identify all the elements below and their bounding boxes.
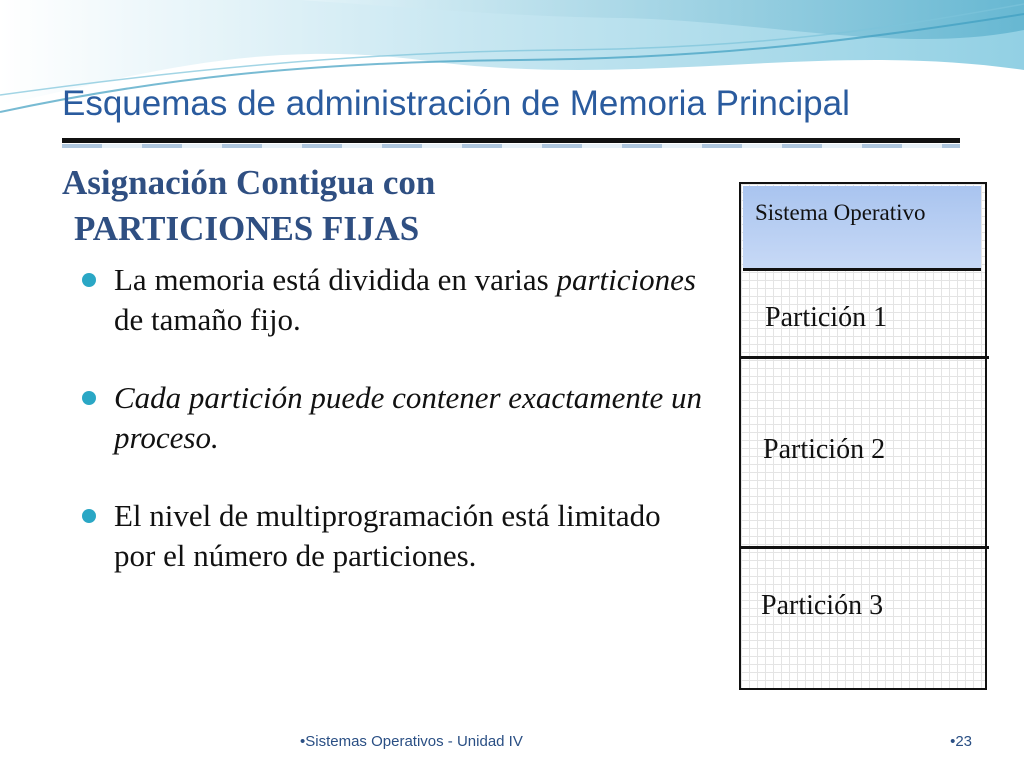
partition-3-label: Partición 3 (761, 590, 884, 621)
bullet-list (82, 260, 702, 614)
bullet-emphasis: particiones (556, 262, 696, 297)
slide-title: Esquemas de administración de Memoria Principal (62, 84, 850, 123)
slide-subtitle (62, 160, 435, 252)
bullet-dot-icon (82, 509, 96, 523)
title-underline-pattern (62, 144, 960, 148)
title-underline (62, 138, 960, 143)
subtitle-line-2: PARTICIONES FIJAS (74, 209, 420, 248)
bullet-item (82, 378, 702, 458)
bullet-item (82, 260, 702, 340)
os-region (743, 186, 981, 271)
slide-number: •23 (950, 733, 972, 750)
bullet-text: La memoria está dividida en varias (114, 262, 557, 297)
bullet-item (82, 496, 702, 576)
footer-course: •Sistemas Operativos - Unidad IV (300, 733, 523, 750)
memory-partition-diagram (739, 182, 987, 690)
partition-1-label: Partición 1 (765, 302, 888, 333)
bullet-dot-icon (82, 273, 96, 287)
partition-divider (739, 356, 989, 359)
bullet-text: El nivel de multiprogramación está limitado por el número de particiones. (114, 498, 661, 573)
os-label: Sistema Operativo (755, 200, 926, 225)
partition-divider (739, 546, 989, 549)
bullet-emphasis: Cada partición puede contener exactamente un proceso. (114, 380, 702, 455)
partition-2-label: Partición 2 (763, 434, 886, 465)
bullet-dot-icon (82, 391, 96, 405)
subtitle-line-1: Asignación Contigua con (62, 163, 436, 202)
bullet-text-end: de tamaño fijo. (114, 302, 301, 337)
